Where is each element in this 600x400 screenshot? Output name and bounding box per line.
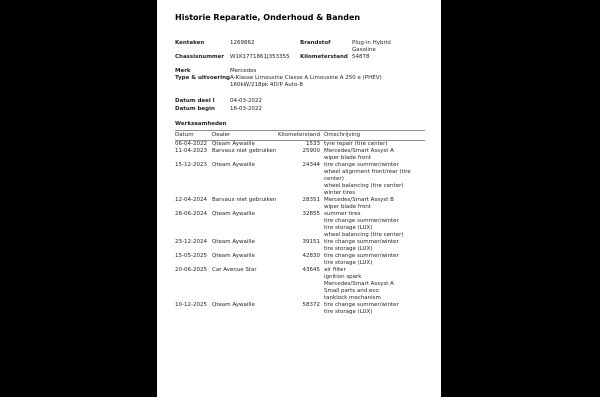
cell-omschrijving (324, 253, 425, 267)
cell-omschrijving (324, 239, 425, 253)
table-row (175, 211, 425, 239)
cell-datum: 12-04-2024 (175, 197, 207, 203)
omschrijving-line: wheel balancing (tire center) (324, 232, 404, 238)
cell-omschrijving (324, 302, 425, 316)
type-uitvoering-line2: 160kW/218pk 4D/P Auto-8 (230, 82, 303, 88)
omschrijving-line: air filter (324, 267, 346, 273)
omschrijving-line: tire change summer/winter (324, 253, 399, 259)
omschrijving-line: Mercedes/Smart Assyst A (324, 281, 394, 287)
cell-dealer: Qteam Aywaille (212, 302, 255, 308)
cell-dealer: Barvaux niet gebruiken (212, 197, 277, 203)
cell-kilometerstand: 24344 (302, 162, 320, 168)
cell-dealer: Barvaux niet gebruiken (212, 148, 277, 154)
omschrijving-line: tyre repair (tire center) (324, 141, 388, 147)
table-row (175, 302, 425, 316)
datum-begin-value: 16-03-2022 (230, 106, 262, 112)
vehicle-model-block (175, 68, 425, 89)
cell-kilometerstand: 39151 (302, 239, 320, 245)
omschrijving-line: wiper blade front (324, 155, 372, 161)
table-header-row (175, 130, 425, 141)
cell-omschrijving (324, 197, 425, 211)
kilometerstand-value: 54878 (352, 54, 370, 60)
datum-deel-1-label: Datum deel I (175, 98, 215, 104)
brandstof-value: Plug-in Hybrid Gasoline (352, 40, 391, 53)
cell-dealer: Qteam Aywaille (212, 253, 255, 259)
omschrijving-line: summer tires (324, 211, 361, 217)
table-row (175, 148, 425, 162)
cell-omschrijving (324, 148, 425, 162)
cell-kilometerstand: 1533 (306, 141, 320, 147)
vehicle-identity-block (175, 40, 425, 61)
cell-dealer: Qteam Aywaille (212, 141, 255, 147)
omschrijving-line: wheel alignment front/rear (tire center) (324, 169, 411, 182)
col-header-kilometerstand: Kilometerstand (278, 132, 320, 138)
report-page (157, 0, 441, 397)
cell-omschrijving (324, 267, 425, 302)
omschrijving-line: Mercedes/Smart Assyst B (324, 197, 394, 203)
cell-omschrijving (324, 211, 425, 239)
cell-datum: 28-06-2024 (175, 211, 207, 217)
omschrijving-line: tire storage (LUX) (324, 225, 373, 231)
omschrijving-line: Small parts and eco (324, 288, 379, 294)
cell-kilometerstand: 58372 (302, 302, 320, 308)
table-row (175, 267, 425, 302)
omschrijving-line: Mercedes/Smart Assyst A (324, 148, 394, 154)
merk-value: Mercedes (230, 68, 257, 74)
omschrijving-line: tire storage (LUX) (324, 309, 373, 315)
kenteken-value: 1269862 (230, 40, 255, 46)
werkzaamheden-table (175, 130, 425, 316)
omschrijving-line: tire storage (LUX) (324, 246, 373, 252)
type-uitvoering-line1: A-Klasse Limousine Classe A Limousine A 250 e (PHEV) (230, 75, 382, 81)
cell-datum: 23-12-2024 (175, 239, 207, 245)
omschrijving-line: tire change summer/winter (324, 218, 399, 224)
cell-dealer: Qteam Aywaille (212, 162, 255, 168)
cell-datum: 10-12-2025 (175, 302, 207, 308)
merk-label: Merk (175, 68, 191, 74)
omschrijving-line: tire change summer/winter (324, 162, 399, 168)
cell-kilometerstand: 32855 (302, 211, 320, 217)
col-header-datum: Datum (175, 132, 194, 138)
omschrijving-line: tire change summer/winter (324, 302, 399, 308)
cell-datum: 15-12-2023 (175, 162, 207, 168)
datum-deel-1-value: 04-03-2022 (230, 98, 262, 104)
cell-dealer: Qteam Aywaille (212, 211, 255, 217)
datum-begin-label: Datum begin (175, 106, 215, 112)
omschrijving-line: tanklock mechanism (324, 295, 381, 301)
table-row (175, 239, 425, 253)
cell-dealer: Qteam Aywaille (212, 239, 255, 245)
table-row (175, 253, 425, 267)
cell-datum: 11-04-2023 (175, 148, 207, 154)
registration-dates-block (175, 97, 425, 113)
omschrijving-line: tire storage (LUX) (324, 260, 373, 266)
omschrijving-line: wheel balancing (tire center) (324, 183, 404, 189)
omschrijving-line: winter tires (324, 190, 356, 196)
type-uitvoering-value (230, 75, 425, 89)
cell-kilometerstand: 28351 (302, 197, 320, 203)
omschrijving-line: ignition spark (324, 274, 362, 280)
col-header-omschrijving: Omschrijving (324, 132, 361, 138)
brandstof-label: Brandstof (300, 40, 331, 46)
omschrijving-line: wiper blade front (324, 204, 372, 210)
table-body (175, 141, 425, 316)
kilometerstand-label: Kilometerstand (300, 54, 348, 60)
table-row (175, 162, 425, 197)
cell-omschrijving (324, 162, 425, 197)
cell-datum: 20-06-2025 (175, 267, 207, 273)
chassisnummer-value: W1K1771861J353355 (230, 54, 290, 60)
cell-dealer: Car Avenue Star (212, 267, 257, 273)
cell-kilometerstand: 42830 (302, 253, 320, 259)
page-title: Historie Reparatie, Onderhoud & Banden (175, 13, 361, 22)
table-row (175, 141, 425, 148)
cell-kilometerstand: 25900 (302, 148, 320, 154)
col-header-dealer: Dealer (212, 132, 231, 138)
werkzaamheden-section-title: Werkzaamheden (175, 121, 227, 127)
chassisnummer-label: Chassisnummer (175, 54, 225, 60)
omschrijving-line: tire change summer/winter (324, 239, 399, 245)
kenteken-label: Kenteken (175, 40, 205, 46)
table-row (175, 197, 425, 211)
cell-datum: 06-04-2022 (175, 141, 207, 147)
cell-kilometerstand: 43645 (302, 267, 320, 273)
cell-datum: 15-05-2025 (175, 253, 207, 259)
type-uitvoering-label: Type & uitvoering (175, 75, 230, 81)
cell-omschrijving (324, 141, 425, 148)
